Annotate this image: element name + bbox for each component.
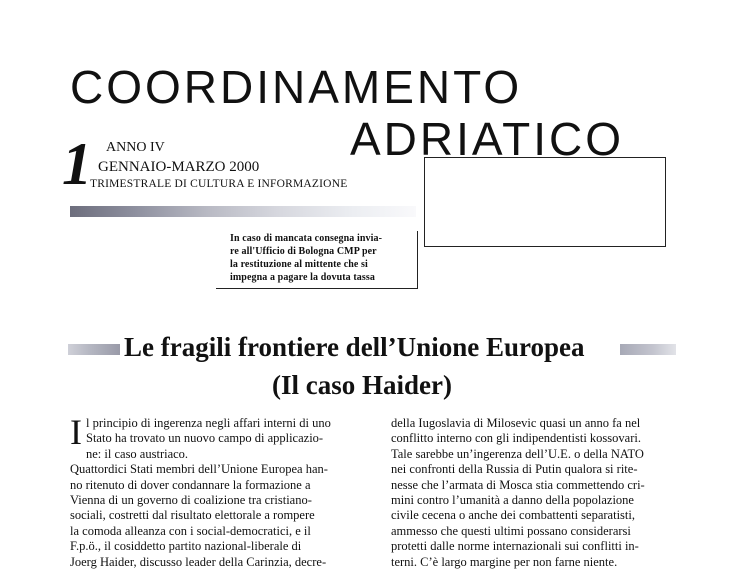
article-headline-line1: Le fragili frontiere dell’Unione Europea <box>124 332 585 362</box>
headline-band-left <box>68 344 120 355</box>
address-label-box <box>424 157 666 247</box>
headline-band-right <box>620 344 676 355</box>
text-line: mini contro l’umanità a danno della popolazione <box>391 493 634 508</box>
notice-line: impegna a pagare la dovuta tassa <box>230 272 375 283</box>
text-line: sociali, costretti dal risultato elettorale a rompere <box>70 508 315 523</box>
issue-number: 1 <box>62 131 92 197</box>
issue-tagline: TRIMESTRALE DI CULTURA E INFORMAZIONE <box>90 178 348 190</box>
postal-notice <box>216 231 418 289</box>
text-line: terni. C’è largo margine per non farne niente. <box>391 554 618 569</box>
drop-cap: I <box>70 412 82 452</box>
text-line: nei confronti della Russia di Putin qualora si rite- <box>391 462 638 477</box>
issue-year: ANNO IV <box>106 140 165 155</box>
masthead-title-line2: ADRIATICO <box>350 113 625 165</box>
text-line: Quattordici Stati membri dell’Unione Europea han- <box>70 462 328 477</box>
text-line: F.p.ö., il cosiddetto partito nazional-liberale di <box>70 539 302 554</box>
notice-line: la restituzione al mittente che si <box>230 259 368 270</box>
article-column-right <box>391 416 691 570</box>
masthead-gradient-band <box>70 206 416 217</box>
notice-line: In caso di mancata consegna invia- <box>230 233 383 244</box>
issue-months: GENNAIO-MARZO 2000 <box>98 159 260 175</box>
article-column-left <box>70 412 370 570</box>
text-line: ammesso che questi ultimi possano considerarsi <box>391 523 631 538</box>
text-line: Stato ha trovato un nuovo campo di applicazio- <box>86 431 324 446</box>
text-line: Joerg Haider, discusso leader della Carinzia, decre- <box>70 554 327 569</box>
text-line: nesse che l’armata di Mosca stia commettendo cri- <box>391 477 645 492</box>
text-line: ne: il caso austriaco. <box>86 446 189 461</box>
notice-line: re all'Ufficio di Bologna CMP per <box>230 246 377 257</box>
text-line: della Iugoslavia di Milosevic quasi un anno fa nel <box>391 416 641 430</box>
text-line: Tale sarebbe un’ingerenza dell’U.E. o della NATO <box>391 446 644 461</box>
masthead-title-line1: COORDINAMENTO <box>70 61 523 113</box>
text-line: Vienna di un governo di coalizione tra cristiano- <box>70 493 312 508</box>
text-line: no ritenuto di dover condannare la formazione a <box>70 477 311 492</box>
text-line: protetti dalle norme internazionali sui conflitti in- <box>391 539 639 554</box>
text-line: l principio di ingerenza negli affari interni di uno <box>86 416 331 430</box>
text-line: la comoda alleanza con i social-democratici, e il <box>70 523 311 538</box>
text-line: civile cecena o anche dei combattenti separatisti, <box>391 508 635 523</box>
article-headline-line2: (Il caso Haider) <box>272 370 452 400</box>
text-line: conflitto interno con gli indipendentisti kossovari. <box>391 431 641 446</box>
